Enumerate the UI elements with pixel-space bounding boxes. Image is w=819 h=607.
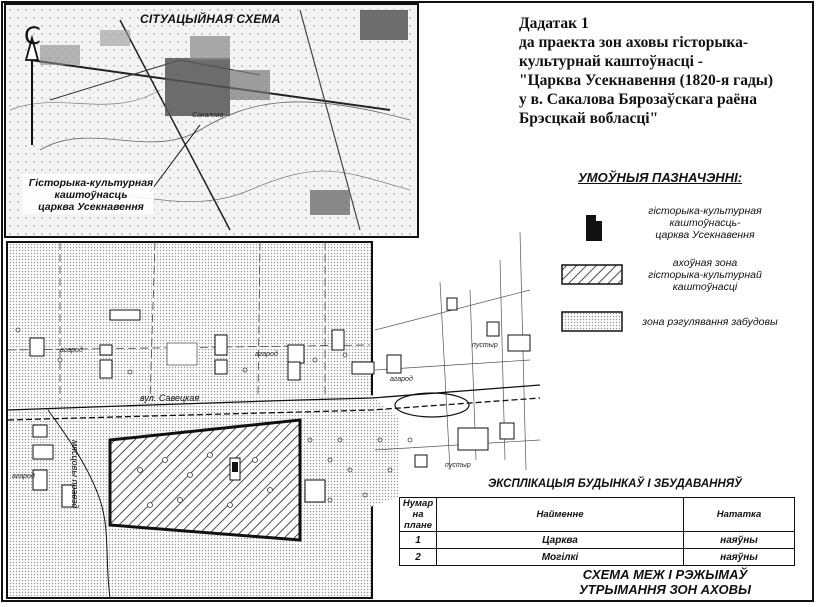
- legend-line: каштоўнасці: [672, 281, 738, 293]
- appendix-line: культурнай каштоўнасці -: [519, 53, 703, 70]
- appendix-line: у в. Сакалова Бярозаўскага раёна: [519, 91, 757, 108]
- legend-line: гісторыка-культурная: [648, 205, 762, 217]
- waste-label: пустыр: [445, 462, 471, 469]
- hatched-zone-swatch: [562, 265, 622, 284]
- inset-village-label: Сакалова: [192, 112, 224, 119]
- legend-symbols: [562, 215, 622, 331]
- legend-line: царква Усекнавення: [655, 229, 755, 241]
- road-label: мясцовы праезд: [70, 440, 80, 509]
- header-number: Нумар на плане: [400, 498, 437, 532]
- cell-note: наяўны: [684, 549, 795, 566]
- garden-label: агарод: [12, 473, 35, 480]
- church-symbol-icon: [586, 215, 596, 241]
- legend-line: каштоўнасць-: [669, 217, 741, 229]
- garden-label: агарод: [60, 347, 83, 354]
- legend-item-regulation: [630, 316, 790, 328]
- table-row: [400, 532, 795, 549]
- garden-label: агарод: [390, 376, 413, 383]
- appendix-block: [519, 14, 814, 128]
- protection-zone: [110, 420, 300, 540]
- cell-number: 1: [400, 532, 437, 549]
- appendix-line: Дадатак 1: [519, 15, 589, 32]
- legend-line: гісторыка-культурнай: [648, 269, 762, 281]
- drawing-title: [545, 567, 785, 597]
- inset-title: СІТУАЦЫЙНАЯ СХЕМА: [140, 12, 281, 26]
- inset-label-line-2: каштоўнасць: [54, 189, 128, 201]
- appendix-line: "Царква Усекнавення (1820-я гады): [519, 72, 774, 89]
- legend-item-protection: [630, 257, 780, 293]
- explication-table: [399, 497, 795, 566]
- cell-note: наяўны: [684, 532, 795, 549]
- table-row: [400, 549, 795, 566]
- garden-label: агарод: [255, 351, 278, 358]
- dotted-zone-swatch: [562, 312, 622, 331]
- legend-line: зона рэгулявання забудовы: [642, 316, 778, 328]
- cell-name: Могілкі: [437, 549, 684, 566]
- appendix-line: Брэсцкай вобласці": [519, 110, 659, 127]
- street-label: вул. Савецкая: [140, 393, 200, 403]
- inset-label-line-1: Гісторыка-культурная: [28, 177, 154, 189]
- north-letter: С: [24, 22, 41, 50]
- legend-line: ахоўная зона: [672, 257, 738, 269]
- drawing-title-line: УТРЫМАННЯ ЗОН АХОВЫ: [578, 582, 752, 597]
- table-header-row: [400, 498, 795, 532]
- village-cluster: [165, 58, 230, 116]
- waste-label: пустыр: [472, 342, 498, 349]
- cell-number: 2: [400, 549, 437, 566]
- cell-name: Царква: [437, 532, 684, 549]
- drawing-title-line: СХЕМА МЕЖ І РЭЖЫМАЎ: [582, 567, 748, 582]
- appendix-line: да праекта зон аховы гісторыка-: [519, 34, 749, 51]
- legend-title: УМОЎНЫЯ ПАЗНАЧЭННІ:: [578, 170, 743, 185]
- inset-label-line-3: царква Усекнавення: [38, 201, 144, 213]
- legend-item-church: [630, 205, 780, 241]
- header-note: Нататка: [684, 498, 795, 532]
- explication-title: ЭКСПЛІКАЦЫЯ БУДЫНКАЎ І ЗБУДАВАННЯЎ: [488, 478, 742, 490]
- header-name: Найменне: [437, 498, 684, 532]
